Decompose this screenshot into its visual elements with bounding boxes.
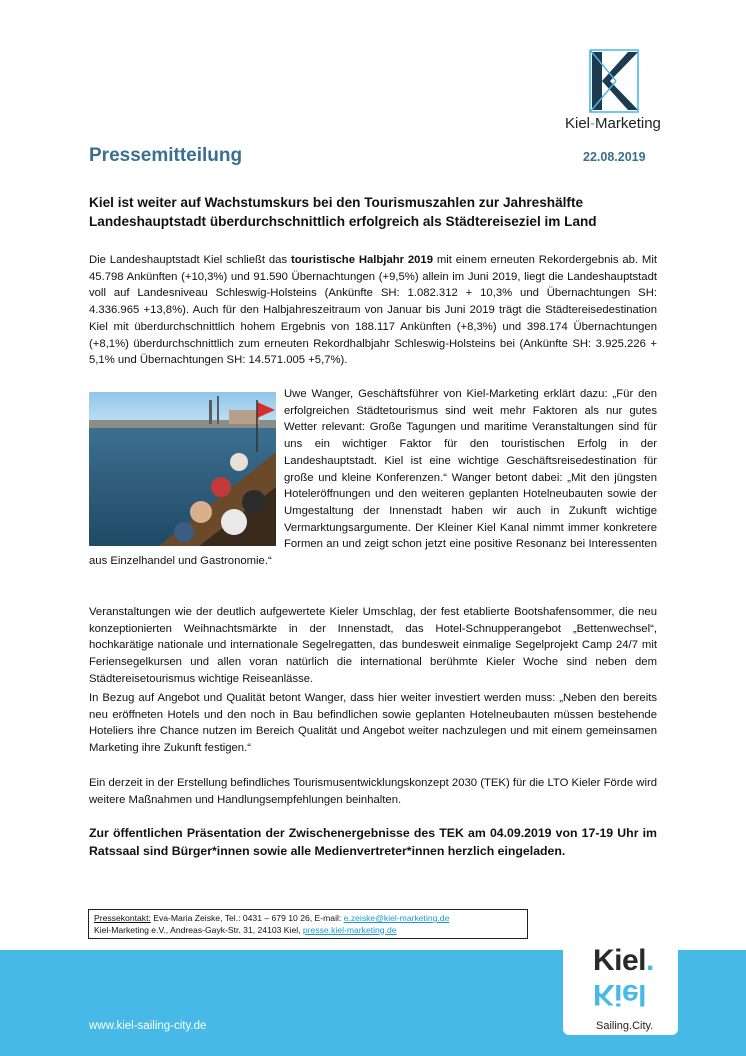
paragraph-tek: Ein derzeit in der Erstellung befindliches Tourismusentwicklungskonzept 2030 (TEK) für die LTO Kieler Förde wird weitere Maßnahmen und Handlungsempfehlungen beinhalten. bbox=[89, 777, 657, 806]
paragraph-events: Veranstaltungen wie der deutlich aufgewertete Kieler Umschlag, der fest etablierte Bootshafensommer, die neu konzeptionierten Weihnachtsmärkte in der Innenstadt, das Hotel-Schnupperangebot „Bettenwechsel“, hochkarätige nationale und internationale Segelregatten, das bundesweit einmalige Segelprojekt Camp 24/7 mit Feriensegelkursen und allen voran natürlich die international berühmte Kieler Woche sind neben dem Städtereisetourismus wichtige Reiseanlässe. bbox=[89, 606, 657, 685]
press-contact-box bbox=[88, 909, 528, 939]
kiel-marketing-wordmark: Kiel-Marketing bbox=[565, 115, 661, 132]
paragraph-quote: Uwe Wanger, Geschäftsführer von Kiel-Marketing erklärt dazu: „Für den erfolgreichen Städtetourismus sind weit mehr Faktoren als nur gutes Wetter relevant: Große Tagungen und maritime Veranstaltungen sind für uns ein wichtiger Faktor für den touristischen Erfolg in der Landeshauptstadt. Kiel ist eine wichtige Geschäftsreisedestination für große und kleine Konferenzen.“ Wanger betont dabei: „Mit den jüngsten Hoteleröffnungen und den weiteren geplanten Hotelneubauten sowie der Umgestaltung der Innenstadt haben wir auch in Zukunft wichtige Vermarktungsargumente. Der Kleiner Kiel Kanal nimmt immer konkretere Formen an und zeigt schon jetzt eine positive Resonanz bei Interessenten aus Einzelhandel und Gastronomie.“ bbox=[89, 388, 657, 568]
contact-label: Pressekontakt: bbox=[94, 913, 151, 923]
harbor-photo bbox=[89, 392, 276, 546]
paragraph-statistics: Die Landeshauptstadt Kiel schließt das touristische Halbjahr 2019 mit einem erneuten Rekordergebnis ab. Mit 45.798 Ankünften (+10,3%) und 91.590 Übernachtungen (+9,5%) allein im Juni 2019, liegt die Landeshauptstadt voll auf Landesniveau Schleswig-Holsteins (Ankünfte SH: 1.082.312 + 10,3% und Übernachtungen SH: 4.336.965 +13,8%). Auch für den Halbjahreszeitraum von Januar bis Juni 2019 trägt die Städtereisedestination Kiel mit überdurchschnittlich hohem Ergebnis von 188.117 Ankünften (+8,3%) und 398.174 Übernachtungen (+8,1%) überdurchschnittlich zum erneuten Rekordhalbjahr Schleswig-Holsteins bei (Ankünfte SH: 3.925.226 + 5,1% und Übernachtungen SH: 14.571.005 +5,7%). bbox=[89, 254, 657, 367]
page-title: Pressemitteilung bbox=[89, 145, 243, 166]
paragraph-quality: In Bezug auf Angebot und Qualität betont Wanger, dass hier weiter investiert werden muss: „Neben den bereits neu eröffneten Hotels und den noch in Bau befindlichen sowie geplanten Hotelneubauten müssen bestehende Hoteliers ihre Chance nutzen im Bereich Qualität und Angebot weiter nachzulegen und mit einem gemeinsamen Marketing ihre Zukunft festigen.“ bbox=[89, 692, 657, 755]
footer-url: www.kiel-sailing-city.de bbox=[89, 1020, 207, 1032]
highlight-halbjahr: touristische Halbjahr 2019 bbox=[290, 254, 433, 266]
kiel-logo-word: Kiel. bbox=[593, 944, 654, 977]
footer-tagline: Sailing.City. bbox=[596, 1020, 654, 1032]
headline-line-1: Kiel ist weiter auf Wachstumskurs bei den Tourismuszahlen zur Jahreshälfte bbox=[89, 195, 584, 210]
kiel-marketing-logo-icon bbox=[588, 48, 640, 114]
release-date: 22.08.2019 bbox=[583, 150, 646, 164]
paragraph-invitation: Zur öffentlichen Präsentation der Zwischenergebnisse des TEK am 04.09.2019 von 17-19 Uhr im Ratssaal sind Bürger*innen sowie alle Medienvertreter*innen herzlich eingeladen. bbox=[89, 826, 657, 858]
headline-line-2: Landeshauptstadt überdurchschnittlich erfolgreich als Städtereiseziel im Land bbox=[89, 214, 597, 229]
contact-line-2: Kiel-Marketing e.V., Andreas-Gayk-Str. 31, 24103 Kiel, presse.kiel-marketing.de bbox=[94, 924, 397, 935]
headline bbox=[89, 193, 657, 231]
kiel-logo-reflection: Kiel bbox=[593, 978, 647, 1011]
contact-email-link[interactable]: e.zeiske@kiel-marketing.de bbox=[343, 913, 450, 923]
contact-web-link[interactable]: presse.kiel-marketing.de bbox=[302, 924, 397, 935]
contact-line-1: Pressekontakt: Eva-Maria Zeiske, Tel.: 0431 – 679 10 26, E-mail: e.zeiske@kiel-marketing.de bbox=[94, 913, 450, 923]
